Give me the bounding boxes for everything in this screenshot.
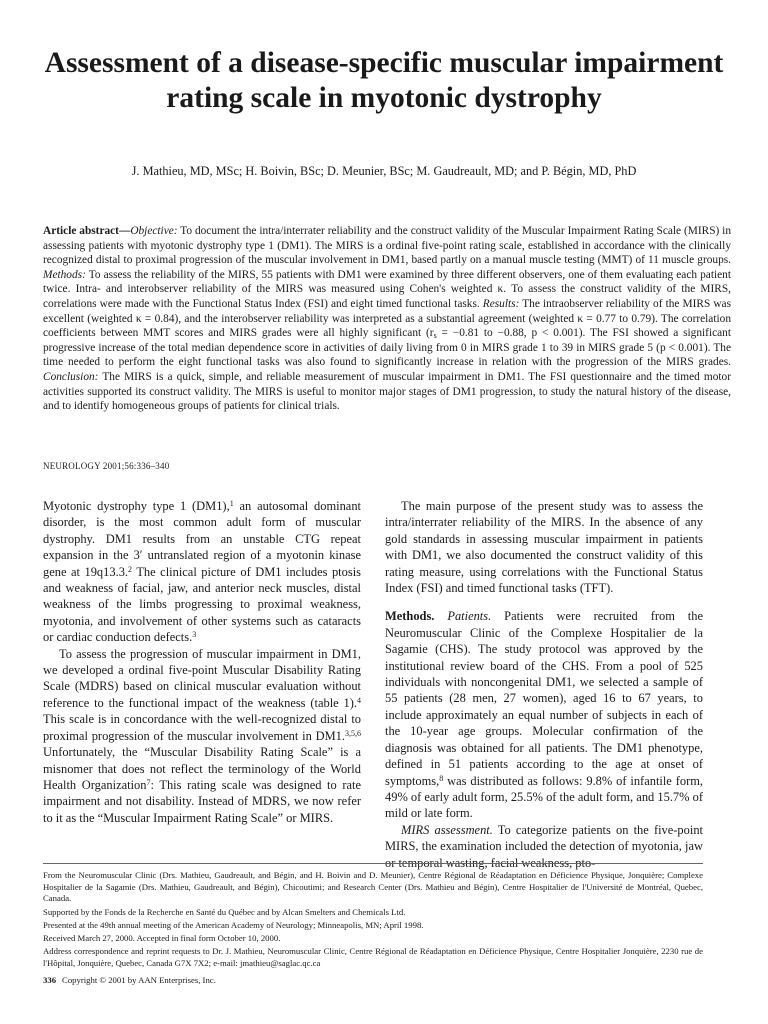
journal-citation: NEUROLOGY 2001;56:336–340 — [43, 461, 170, 471]
page-number: 336 — [43, 975, 57, 985]
reference-marker: 2 — [128, 564, 133, 574]
abstract-conclusion: The MIRS is a quick, simple, and reliable measurement of muscular impairment in DM1. The FSI questionnaire and the timed motor activities supported its construct validity. The MIRS is useful to monitor major stages of DM1 progression, to study the natural history of the disease, and to identify homogeneous groups of patients for clinical trials. — [43, 370, 731, 413]
abstract-results-cont: = −0.81 to −0.88, p < 0.001). The FSI showed a significant progressive increase of the total median dependence score in activities of daily living from 0 in MIRS grade 1 to 39 in MIRS grade 5 (p < 0.001). The time needed to perform the eight functional tasks was also found to significantly increase in relation with the progression of the MIRS grades. — [43, 327, 732, 369]
intro-text: Unfortunately, the “Muscular Disability Rating Scale” is a misnomer that does not reflect the terminology of the World Health Organization — [43, 745, 361, 792]
footnote-affiliations: From the Neuromuscular Clinic (Drs. Mathieu, Gaudreault, and Bégin, and H. Boivin and D. Meunier), Centre Régional de Réadaptation en Déficience Physique, Jonquière; Complexe Hospitalier de la Sagamie (Drs. Mathieu, Gaudreault, and Bégin), Chicoutimi; and Research Center (Drs. Mathieu and Bégin), Centre Hospitalier de l'Université de Montréal, Quebec, Canada. — [43, 870, 703, 904]
mirs-subheading: MIRS assessment. — [401, 822, 493, 837]
page-footer — [43, 975, 216, 985]
intro-text: This scale is in concordance with the well-recognized distal to proximal progression of the muscular involvement in DM1. — [43, 712, 361, 743]
results-label: Results: — [482, 297, 520, 310]
footnote-received: Received March 27, 2000. Accepted in final form October 10, 2000. — [43, 933, 281, 944]
intro-text: To assess the progression of muscular impairment in DM1, we developed a ordinal five-point Muscular Disability Rating Scale (MDRS) based on clinical muscular evaluation without reference to the functional impact of the weakness (table 1). — [43, 646, 361, 710]
footnote-divider — [43, 863, 703, 864]
reference-marker: 3,5,6 — [345, 728, 361, 738]
reference-marker: 7 — [146, 777, 151, 787]
abstract-objective: To document the intra/interrater reliability and the construct validity of the Muscular Impairment Rating Scale (MIRS) in assessing patients with myotonic dystrophy type 1 (DM1). The MIRS is a ordinal five-point rating scale, established in accordance with the clinically recognized distal to proximal progression of the muscular involvement in DM1, based partly on a manual muscle testing (MMT) of 11 muscle groups. — [43, 225, 731, 267]
intro-paragraph-1 — [43, 498, 361, 646]
methods-label: Methods: — [43, 268, 86, 281]
footnote-presented: Presented at the 49th annual meeting of the American Academy of Neurology; Minneapolis, MN; April 1998. — [43, 919, 424, 930]
methods-text: Patients were recruited from the Neuromuscular Clinic of the Complexe Hospitalier de la Sagamie (CHS). The study protocol was approved by the institutional review board of the CHS. From a pool of 525 individuals with noncongenital DM1, we selected a sample of 55 patients (28 men, 27 women), aged 16 to 67 years, to include approximately an equal number of subjects in each of the 10-year age groups. Molecular confirmation of the diagnosis was obtained for all patients. The DM1 phenotype, defined in 51 patients according to the age at onset of symptoms, — [385, 609, 703, 788]
intro-text: : This rating scale was designed to rate impairment and not disability. Instead of MDRS, we now refer to it as the “Muscular Impairment Rating Scale” or MIRS. — [43, 777, 362, 825]
reference-marker: 3 — [192, 630, 197, 640]
methods-text: was distributed as follows: 9.8% of infantile form, 49% of early adult form, 25.5% of the adult form, and 15.7% of mild or late form. — [385, 773, 703, 821]
footnotes — [43, 870, 703, 971]
patients-subheading: Patients. — [447, 609, 492, 624]
conclusion-label: Conclusion: — [43, 370, 99, 383]
reference-marker: 4 — [357, 695, 361, 705]
intro-text: an autosomal dominant disorder, is the most common adult form of muscular dystrophy. DM1 results from an unstable CTG repeat expansion in the 3′ untranslated region of a myotonin kinase gene at 19q13.3. — [43, 499, 361, 579]
objective-label: Objective: — [130, 225, 178, 237]
right-column — [385, 498, 703, 871]
article-abstract — [43, 224, 731, 414]
abstract-results: The intraobserver reliability of the MIRS was excellent (weighted κ = 0.84), and the interobserver reliability was interpreted as a substantial agreement (weighted κ = 0.77 to 0.79). The correlation coefficients between MMT scores and MIRS grades were all highly significant (r — [43, 297, 731, 340]
reference-marker: 8 — [439, 773, 444, 783]
section-gap — [385, 596, 703, 608]
abstract-label: Article abstract— — [43, 225, 131, 237]
methods-heading: Methods. — [385, 609, 435, 624]
copyright-notice: Copyright © 2001 by AAN Enterprises, Inc. — [62, 975, 216, 985]
abstract-methods: To assess the reliability of the MIRS, 55 patients with DM1 were examined by three different observers, one of them evaluating each patient twice. Intra- and interobserver reliability of the MIRS was measured using Cohen's weighted κ. To assess the construct validity of the MIRS, correlations were made with the Functional Status Index (FSI) and eight timed functional tasks. — [43, 268, 731, 310]
reference-marker: 1 — [229, 499, 234, 508]
article-title: Assessment of a disease-specific muscular impairment rating scale in myotonic dystrophy — [44, 47, 724, 114]
author-list: J. Mathieu, MD, MSc; H. Boivin, BSc; D. Meunier, BSc; M. Gaudreault, MD; and P. Bégin, MD, PhD — [131, 164, 637, 178]
footnote-correspondence: Address correspondence and reprint requests to Dr. J. Mathieu, Neuromuscular Clinic, Centre Régional de Réadaptation en Déficience Physique, Centre Hospitalier Jonquière, 2230 rue de l'Hôpital, Jonquière, Quebec, Canada G7X 7X2; e-mail: jmathieu@saglac.qc.ca — [43, 946, 703, 968]
mirs-text: To categorize patients on the five-point MIRS, the examination included the detection of myotonia, jaw or temporal wasting, facial weakness, pto- — [385, 822, 703, 870]
intro-text: The clinical picture of DM1 includes ptosis and weakness of facial, jaw, and anterior neck muscles, distal weakness of the limbs progressing to proximal weakness, myotonia, and involvement of other systems such as cataracts or cardiac conduction defects. — [43, 564, 361, 645]
results-subscript: s — [433, 331, 437, 341]
intro-paragraph-2 — [43, 646, 361, 826]
methods-paragraph — [385, 608, 703, 821]
left-column — [43, 498, 361, 826]
footnote-support: Supported by the Fonds de la Recherche en Santé du Québec and by Alcan Smelters and Chemicals Ltd. — [43, 906, 406, 917]
intro-text: Myotonic dystrophy type 1 (DM1), — [43, 499, 230, 513]
purpose-paragraph: The main purpose of the present study was to assess the intra/interrater reliability of the MIRS. In the absence of any gold standards in assessing muscular impairment in patients with DM1, we also documented the construct validity of this rating measure, using correlations with the Functional Status Index (FSI) and timed functional tasks (TFT). — [385, 499, 703, 596]
